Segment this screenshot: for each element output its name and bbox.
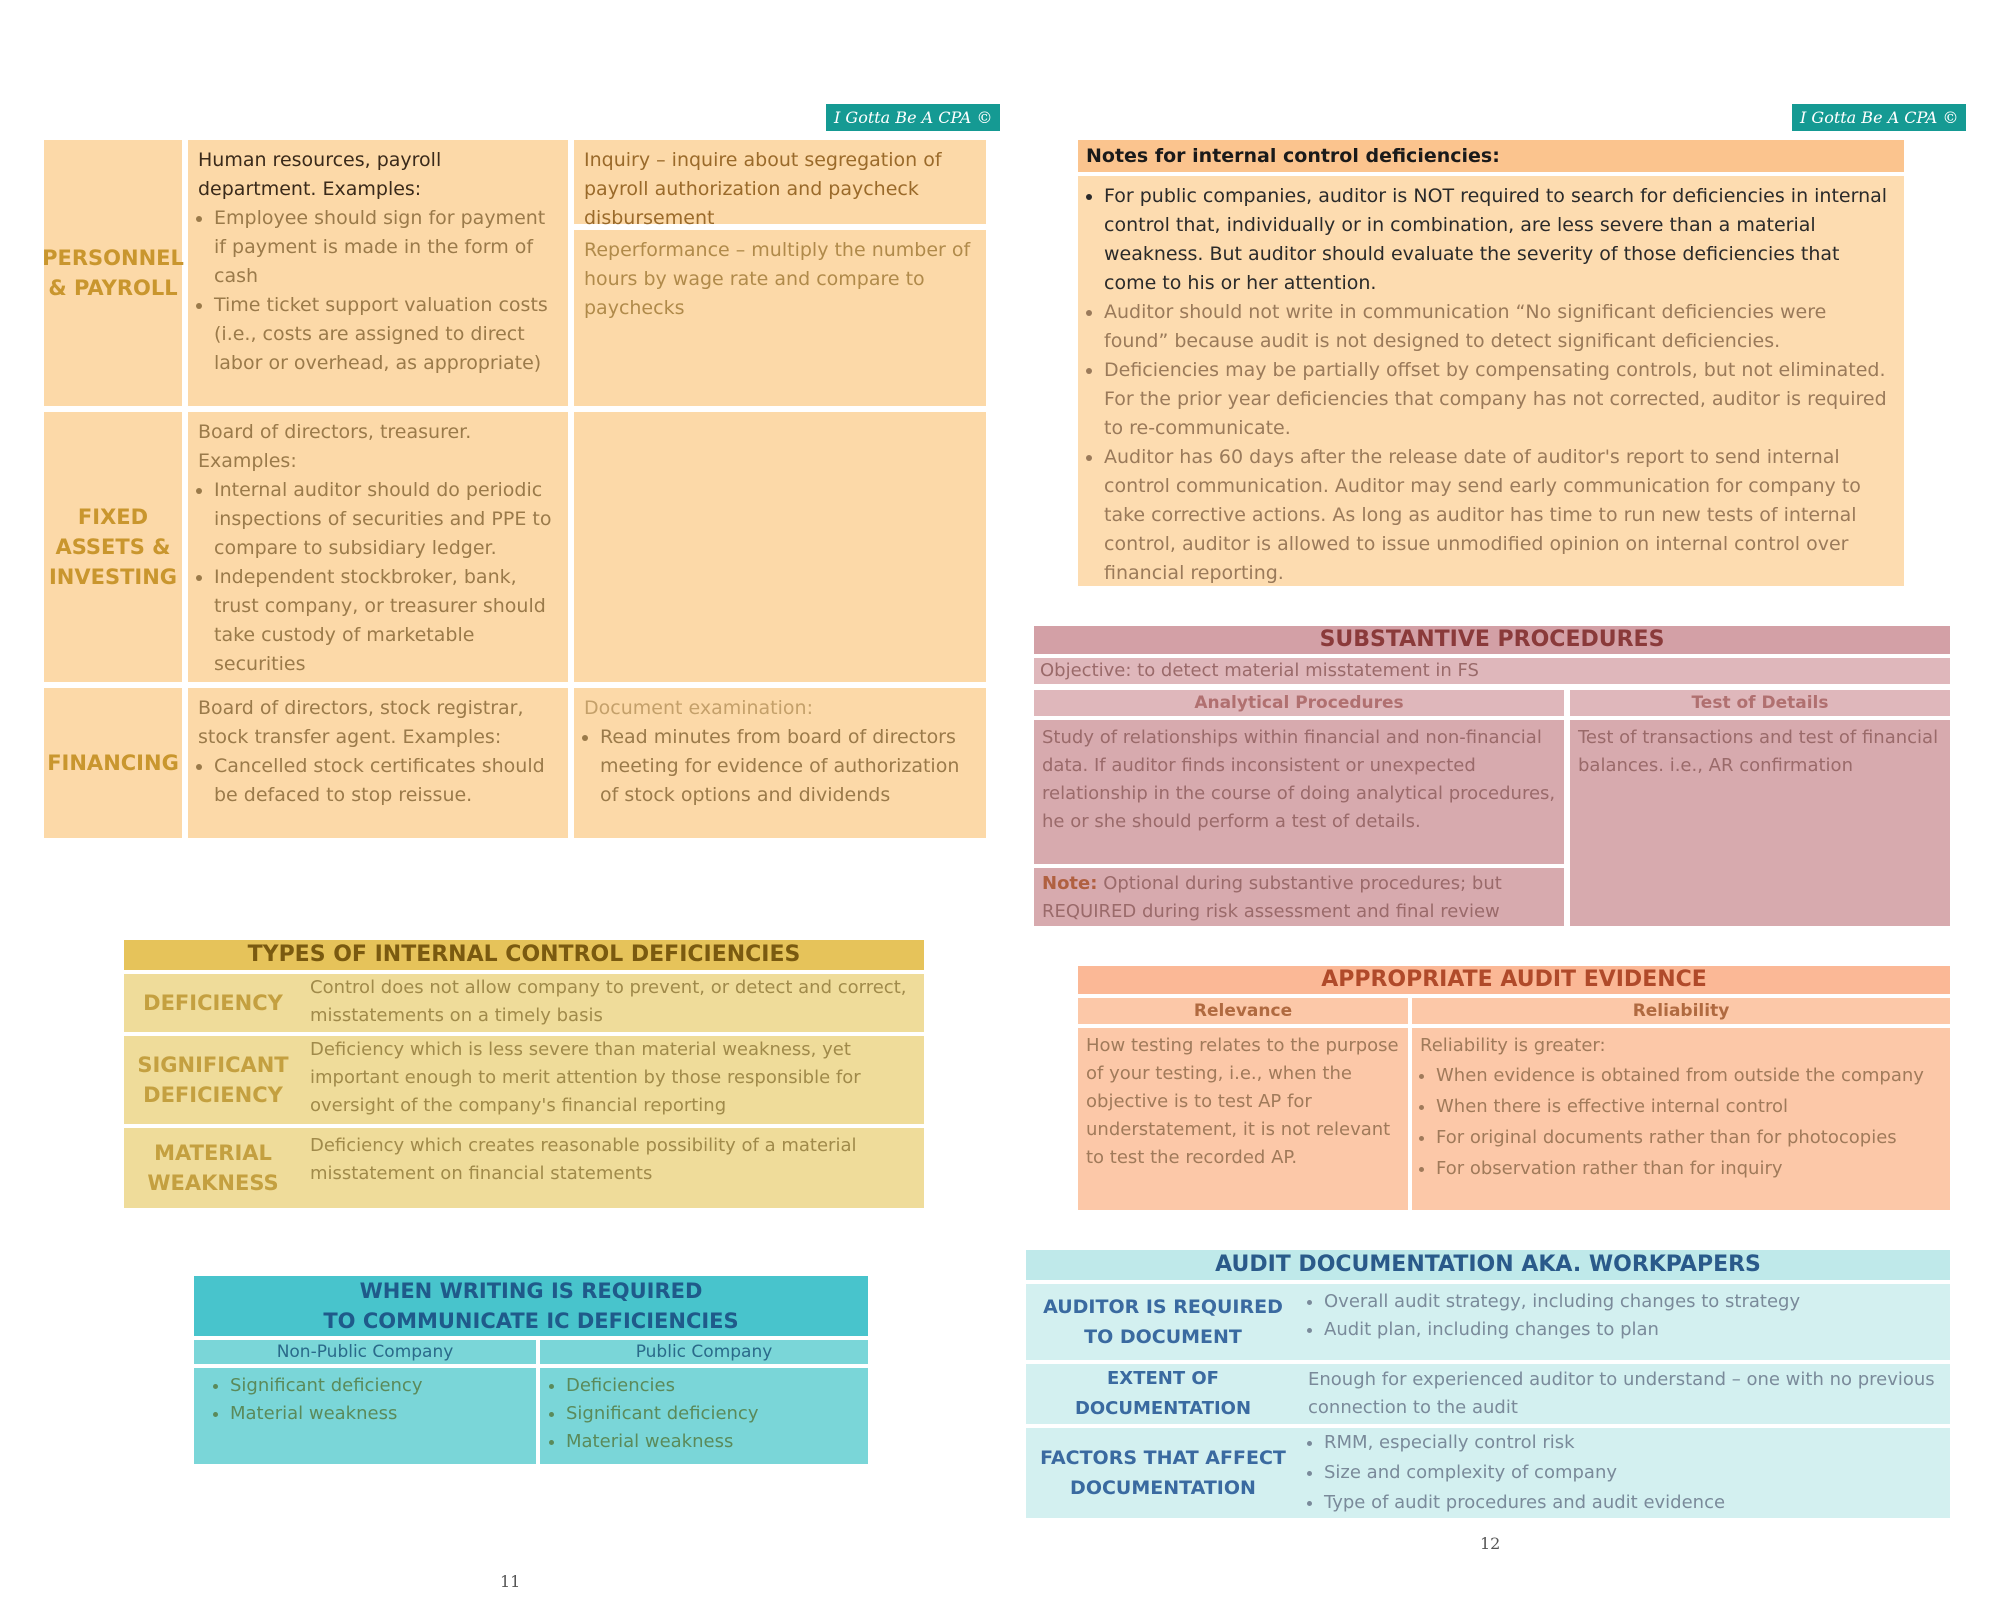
documentation-title: AUDIT DOCUMENTATION AKA. WORKPAPERS	[1026, 1250, 1950, 1280]
list-item: • When there is effective internal control	[1436, 1091, 1942, 1122]
doc-factors-list	[1308, 1428, 1954, 1518]
list-item: • Size and complexity of company	[1324, 1458, 1954, 1488]
deficiency-label: DEFICIENCY	[143, 991, 283, 1015]
list-item: • Read minutes from board of directors meeting for evidence of authorization of stock options and dividends	[600, 723, 976, 810]
writing-required-title-line1: WHEN WRITING IS REQUIRED	[359, 1279, 703, 1303]
notes-title: Notes for internal control deficiencies:	[1078, 140, 1904, 172]
cell-financing-procedures	[574, 688, 986, 838]
row-label-personnel-payroll: PERSONNEL & PAYROLL	[44, 140, 182, 406]
analytical-header: Analytical Procedures	[1034, 690, 1564, 716]
fixed-assets-responsible-text: Board of directors, treasurer. Examples:	[198, 421, 472, 472]
substantive-note	[1034, 868, 1564, 926]
writing-required-title	[194, 1276, 868, 1336]
significant-deficiency-label: SIGNIFICANT DEFICIENCY	[137, 1053, 289, 1107]
cell-personnel-inquiry: Inquiry – inquire about segregation of payroll authorization and paycheck disbursement	[574, 140, 986, 224]
page-number-left: 11	[500, 1572, 521, 1591]
fixed-assets-examples-list	[198, 476, 558, 679]
list-item: • Material weakness	[230, 1400, 526, 1428]
list-item: • When evidence is obtained from outside the company	[1436, 1060, 1942, 1091]
substantive-title: SUBSTANTIVE PROCEDURES	[1034, 626, 1950, 654]
notes-list	[1088, 182, 1894, 588]
evidence-title: APPROPRIATE AUDIT EVIDENCE	[1078, 966, 1950, 994]
list-item: • Overall audit strategy, including changes to strategy	[1324, 1288, 1954, 1316]
list-item: • Type of audit procedures and audit evidence	[1324, 1488, 1954, 1518]
non-public-header: Non-Public Company	[194, 1340, 536, 1364]
list-item: • RMM, especially control risk	[1324, 1428, 1954, 1458]
reliability-header: Reliability	[1412, 998, 1950, 1024]
substantive-objective: Objective: to detect material misstatement in FS	[1034, 658, 1950, 684]
table-row	[1026, 1284, 1950, 1360]
list-item: • Significant deficiency	[566, 1400, 858, 1428]
list-item: • Employee should sign for payment if payment is made in the form of cash	[214, 204, 558, 291]
significant-deficiency-text: Deficiency which is less severe than material weakness, yet important enough to merit attention by those responsible for oversight of the company's financial reporting	[310, 1039, 861, 1116]
doc-extent-text: Enough for experienced auditor to understand – one with no previous connection to the audit	[1308, 1369, 1935, 1418]
cell-personnel-responsible	[188, 140, 568, 406]
writing-required-title-line2: TO COMMUNICATE IC DEFICIENCIES	[323, 1309, 739, 1333]
financing-examples-list	[198, 752, 558, 810]
note-text: Optional during substantive procedures; but REQUIRED during risk assessment and final review	[1042, 873, 1502, 922]
cell-personnel-reperformance: Reperformance – multiply the number of hours by wage rate and compare to paychecks	[574, 230, 986, 406]
page-number-right: 12	[1480, 1534, 1501, 1553]
test-of-details-header: Test of Details	[1570, 690, 1950, 716]
test-of-details-text: Test of transactions and test of financial balances. i.e., AR confirmation	[1570, 720, 1950, 926]
deficiency-types-title: TYPES OF INTERNAL CONTROL DEFICIENCIES	[124, 940, 924, 970]
list-item: • Material weakness	[566, 1428, 858, 1456]
non-public-list	[204, 1372, 526, 1428]
list-item: • Audit plan, including changes to plan	[1324, 1316, 1954, 1344]
financing-procedure-title: Document examination:	[584, 697, 813, 719]
material-weakness-text: Deficiency which creates reasonable possibility of a material misstatement on financial statements	[310, 1135, 857, 1184]
list-item: • Deficiencies may be partially offset by compensating controls, but not eliminated. For the prior year deficiencies that company has not corrected, auditor is required to re-communicate.	[1104, 356, 1894, 443]
personnel-responsible-text: Human resources, payroll department. Examples:	[198, 149, 442, 200]
relevance-text: How testing relates to the purpose of your testing, i.e., when the objective is to test AP for understatement, it is not relevant to test the recorded AP.	[1078, 1028, 1408, 1210]
note-label: Note:	[1042, 873, 1098, 894]
list-item: • For observation rather than for inquiry	[1436, 1153, 1942, 1184]
row-label-fixed-assets: FIXED ASSETS & INVESTING	[44, 412, 182, 682]
list-item: • Cancelled stock certificates should be defaced to stop reissue.	[214, 752, 558, 810]
brand-badge-left: I Gotta Be A CPA ©	[826, 104, 1000, 131]
table-row	[124, 1036, 924, 1124]
material-weakness-label: MATERIAL WEAKNESS	[147, 1141, 279, 1195]
notes-body	[1078, 176, 1904, 586]
cell-fixed-assets-procedures	[574, 412, 986, 682]
brand-badge-right: I Gotta Be A CPA ©	[1792, 104, 1966, 131]
list-item: • Auditor has 60 days after the release date of auditor's report to send internal control communication. Auditor may send early communication for company to take corrective actions. As long as auditor has time to run new tests of internal control, auditor is allowed to issue unmodified opinion on internal control over financial reporting.	[1104, 443, 1894, 588]
relevance-header: Relevance	[1078, 998, 1408, 1024]
list-item: • Significant deficiency	[230, 1372, 526, 1400]
financing-procedure-list	[584, 723, 976, 810]
list-item: • For original documents rather than for photocopies	[1436, 1122, 1942, 1153]
public-list-cell	[540, 1368, 868, 1464]
cell-financing-responsible	[188, 688, 568, 838]
list-item: • Deficiencies	[566, 1372, 858, 1400]
reliability-intro: Reliability is greater:	[1420, 1035, 1606, 1056]
doc-factors-label: FACTORS THAT AFFECT DOCUMENTATION	[1040, 1447, 1286, 1499]
financing-responsible-text: Board of directors, stock registrar, stock transfer agent. Examples:	[198, 697, 524, 748]
doc-required-label: AUDITOR IS REQUIRED TO DOCUMENT	[1043, 1296, 1283, 1348]
table-row	[124, 974, 924, 1032]
list-item: • Auditor should not write in communication “No significant deficiencies were found” because audit is not designed to detect significant deficiencies.	[1104, 298, 1894, 356]
table-row	[124, 1128, 924, 1208]
list-item: • Internal auditor should do periodic inspections of securities and PPE to compare to subsidiary ledger.	[214, 476, 558, 563]
analytical-text: Study of relationships within financial and non-financial data. If auditor finds inconsistent or unexpected relationship in the course of doing analytical procedures, he or she should perform a test of details.	[1034, 720, 1564, 864]
public-header: Public Company	[540, 1340, 868, 1364]
non-public-list-cell	[194, 1368, 536, 1464]
personnel-examples-list	[198, 204, 558, 378]
doc-extent-label: EXTENT OF DOCUMENTATION	[1074, 1368, 1252, 1419]
deficiency-text: Control does not allow company to prevent, or detect and correct, misstatements on a timely basis	[310, 977, 907, 1026]
list-item: • Independent stockbroker, bank, trust company, or treasurer should take custody of marketable securities	[214, 563, 558, 679]
public-list	[550, 1372, 858, 1456]
reliability-cell	[1412, 1028, 1950, 1210]
table-row	[1026, 1428, 1950, 1518]
reliability-list	[1420, 1060, 1942, 1184]
table-row	[1026, 1364, 1950, 1424]
cell-fixed-assets-responsible	[188, 412, 568, 682]
row-label-financing: FINANCING	[44, 688, 182, 838]
list-item: • Time ticket support valuation costs (i.e., costs are assigned to direct labor or overhead, as appropriate)	[214, 291, 558, 378]
doc-required-list	[1308, 1288, 1954, 1344]
list-item: • For public companies, auditor is NOT required to search for deficiencies in internal control that, individually or in combination, are less severe than a material weakness. But auditor should evaluate the severity of those deficiencies that come to his or her attention.	[1104, 182, 1894, 298]
